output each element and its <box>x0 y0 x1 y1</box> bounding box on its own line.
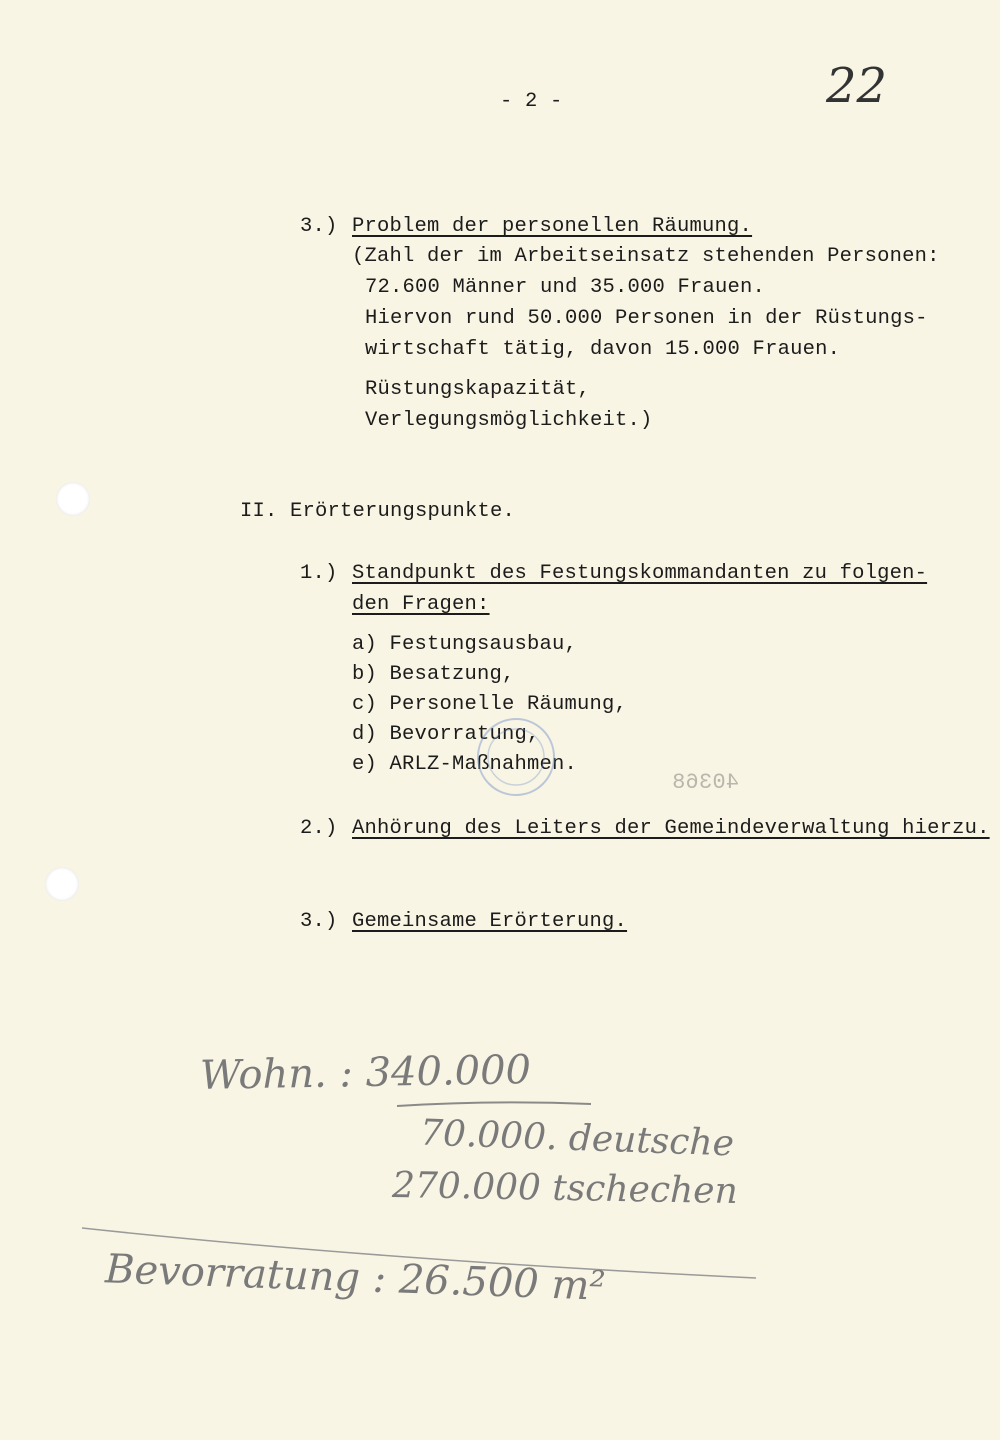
section3-line: wirtschaft tätig, davon 15.000 Frauen. <box>365 338 841 361</box>
section3-line: 72.600 Männer und 35.000 Frauen. <box>365 276 766 299</box>
section3-line: Hiervon rund 50.000 Personen in der Rüstungs- <box>365 307 928 330</box>
section-II-heading: II. Erörterungspunkte. <box>240 500 516 523</box>
item1-subitem: a) Festungsausbau, <box>352 633 578 656</box>
section3-line: Rüstungskapazität, <box>365 378 591 401</box>
item1-subitem: b) Besatzung, <box>352 663 515 686</box>
pencil-underline <box>395 1098 595 1110</box>
handwritten-note: 270.000 tschechen <box>391 1164 739 1213</box>
item1-number: 1.) <box>300 562 338 585</box>
item2-text: Anhörung des Leiters der Gemeindeverwaltung hierzu. <box>352 817 990 840</box>
punch-hole-top <box>56 482 90 516</box>
item3-number: 3.) <box>300 910 338 933</box>
handwritten-note: Bevorratung : 26.500 m² <box>104 1246 607 1310</box>
handwritten-note: Wohn. : 340.000 <box>199 1047 532 1099</box>
item1-subitem: d) Bevorratung, <box>352 723 540 746</box>
section3-line: (Zahl der im Arbeitseinsatz stehenden Personen: <box>352 245 940 268</box>
item1-subitem: c) Personelle Räumung, <box>352 693 628 716</box>
item1-heading: den Fragen: <box>352 593 490 616</box>
section3-number: 3.) <box>300 215 338 238</box>
handwritten-note: 70.000. deutsche <box>419 1112 735 1165</box>
archive-stamp <box>468 712 568 802</box>
item1-subitem: e) ARLZ-Maßnahmen. <box>352 753 578 776</box>
page-number: - 2 - <box>500 90 563 113</box>
section3-heading: Problem der personellen Räumung. <box>352 215 753 238</box>
item1-heading: Standpunkt des Festungskommandanten zu folgen- <box>352 562 928 585</box>
punch-hole-bottom <box>45 867 79 901</box>
folio-mark: 22 <box>826 58 888 114</box>
section3-line: Verlegungsmöglichkeit.) <box>365 409 653 432</box>
item2-number: 2.) <box>300 817 338 840</box>
item3-text: Gemeinsame Erörterung. <box>352 910 628 933</box>
stamp-number: 40368 <box>672 770 740 795</box>
